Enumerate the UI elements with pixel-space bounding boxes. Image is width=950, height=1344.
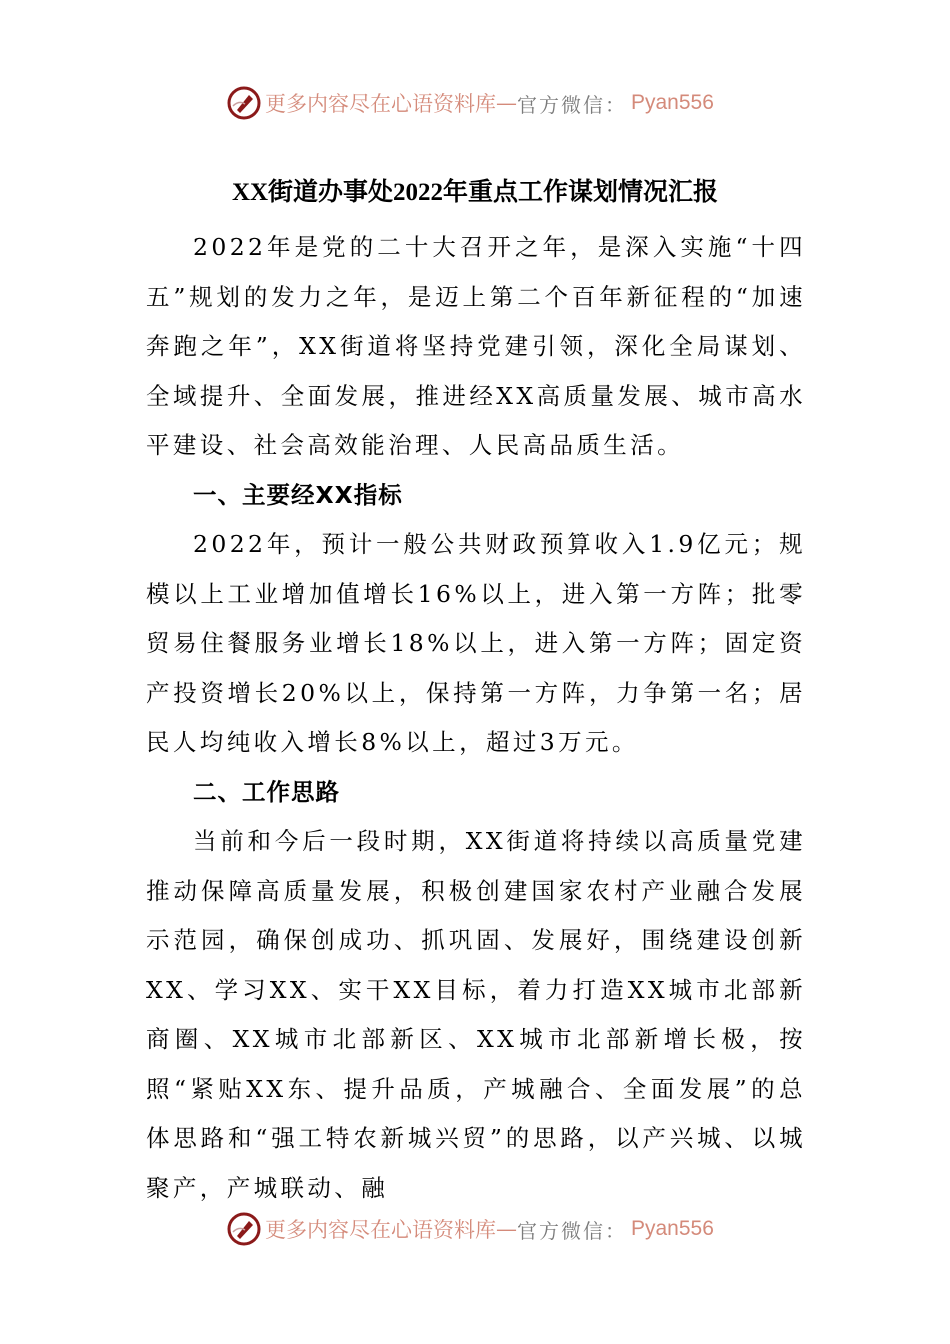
section-heading-1: 一、主要经XX指标 [193, 480, 403, 509]
watermark-dash: — [496, 1217, 517, 1241]
watermark-banner-top [227, 83, 714, 123]
document-body [146, 223, 806, 1213]
section-heading-2: 二、工作思路 [193, 777, 340, 806]
watermark-label: 官方微信： [517, 92, 627, 117]
watermark-id: Pyan556 [631, 1217, 714, 1240]
watermark-text: 更多内容尽在心语资料库 [265, 92, 496, 116]
section-body-2: 当前和今后一段时期，XX街道将持续以高质量党建推动保障高质量发展，积极创建国家农村产业融合发展示范园，确保创成功、抓巩固、发展好，围绕建设创新XX、学习XX、实干XX目标，着力打造XX城市北部新商圈、XX城市北部新区、XX城市北部新增长极，按照“紧贴XX东、提升品质，产城融合、全面发展”的总体思路和“强工特农新城兴贸”的思路，以产兴城、以城聚产，产城联动、融 [146, 827, 806, 1202]
pen-nib-logo-icon [227, 1212, 261, 1246]
watermark-id: Pyan556 [631, 91, 714, 114]
document-title: XX街道办事处2022年重点工作谋划情况汇报 [231, 179, 719, 206]
intro-paragraph: 2022年是党的二十大召开之年，是深入实施“十四五”规划的发力之年，是迈上第二个百年新征程的“加速奔跑之年”，XX街道将坚持党建引领，深化全局谋划、全域提升、全面发展，推进经XX高质量发展、城市高水平建设、社会高效能治理、人民高品质生活。 [146, 233, 806, 459]
pen-nib-logo-icon [227, 86, 261, 120]
section-body-1: 2022年，预计一般公共财政预算收入1.9亿元；规模以上工业增加值增长16%以上，进入第一方阵；批零贸易住餐服务业增长18%以上，进入第一方阵；固定资产投资增长20%以上，保持第一方阵，力争第一名；居民人均纯收入增长8%以上，超过3万元。 [146, 530, 806, 756]
watermark-dash: — [496, 91, 517, 115]
watermark-label: 官方微信： [517, 1218, 627, 1243]
watermark-text: 更多内容尽在心语资料库 [265, 1218, 496, 1242]
watermark-banner-bottom [227, 1209, 714, 1249]
